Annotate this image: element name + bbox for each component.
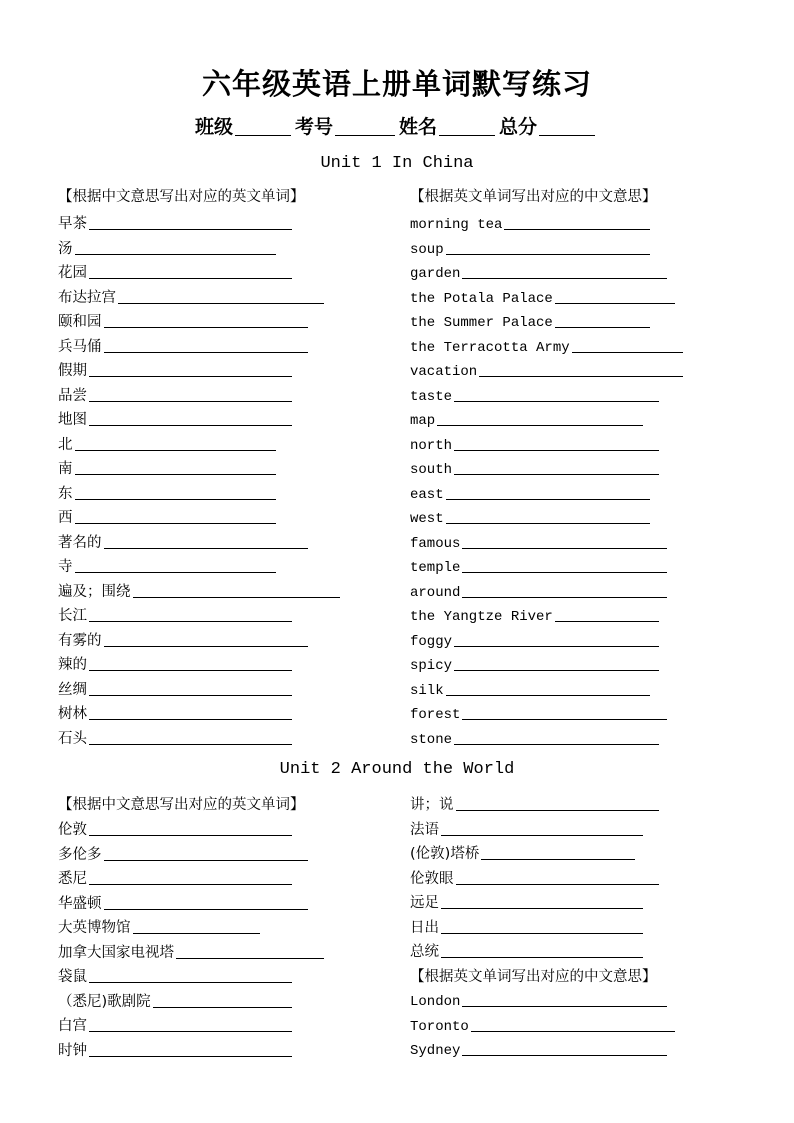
unit-1-cn-answer-blank[interactable]	[89, 277, 292, 279]
unit-1-cn-row	[58, 628, 308, 650]
unit-1-en-row	[410, 407, 643, 429]
unit-1-cn-answer-blank[interactable]	[89, 620, 292, 622]
unit-1-en-answer-blank[interactable]	[446, 694, 650, 696]
unit-1-cn-answer-blank[interactable]	[118, 302, 324, 304]
unit-2-right-cn-row	[410, 890, 643, 912]
unit-1-en-answer-blank[interactable]	[462, 277, 667, 279]
unit-1-en-answer-blank[interactable]	[454, 400, 659, 402]
unit-1-en-answer-blank[interactable]	[446, 498, 650, 500]
unit-1-cn-word: 辣的	[58, 657, 87, 673]
unit-1-cn-word: 长江	[58, 608, 87, 624]
unit-1-en-word: famous	[410, 535, 461, 552]
unit-1-cn-answer-blank[interactable]	[89, 424, 292, 426]
score-label: 总分	[499, 116, 538, 138]
unit-2-right-cn-row	[410, 841, 635, 863]
unit-1-en-row	[410, 285, 675, 307]
unit-2-en-row	[410, 1013, 675, 1035]
unit-1-cn-row	[58, 358, 292, 380]
unit-1-cn-word: 有雾的	[58, 632, 102, 649]
unit-1-en-row	[410, 383, 659, 405]
unit-1-en-answer-blank[interactable]	[454, 743, 659, 745]
unit-1-en-row	[410, 652, 659, 674]
unit-1-en-word: the Potala Palace	[410, 290, 553, 307]
unit-2-right-cn-word: 讲；说	[410, 797, 454, 813]
unit-2-cn-answer-blank[interactable]	[89, 883, 292, 885]
unit-1-cn-row	[58, 456, 276, 478]
unit-1-en-word: temple	[410, 560, 461, 576]
unit-1-en-row	[410, 628, 659, 650]
unit-1-cn-row	[58, 260, 292, 282]
unit-2-cn-row	[58, 817, 292, 839]
unit-2-right-cn-row	[410, 939, 643, 961]
unit-1-cn-word: 汤	[58, 240, 73, 257]
unit-2-right-cn-word: 伦敦眼	[410, 870, 454, 887]
unit-2-en-row	[410, 988, 667, 1010]
unit-2-cn-row	[58, 1013, 292, 1035]
unit-1-en-word: morning tea	[410, 217, 503, 233]
unit-1-en-answer-blank[interactable]	[454, 473, 659, 475]
unit-1-cn-row	[58, 701, 292, 723]
unit-2-right-heading: 【根据英文单词写出对应的中文意思】	[410, 968, 657, 985]
unit-1-cn-word: 石头	[58, 730, 87, 747]
unit-1-en-word: taste	[410, 388, 453, 405]
unit-2-en-answer-blank[interactable]	[471, 1030, 675, 1032]
unit-1-cn-row	[58, 579, 340, 601]
unit-1-cn-word: 南	[58, 461, 73, 477]
unit-1-cn-answer-blank[interactable]	[104, 645, 309, 647]
unit-2-right-cn-answer-blank[interactable]	[481, 858, 635, 860]
unit-1-cn-row	[58, 652, 292, 674]
unit-2-en-word: Toronto	[410, 1018, 469, 1035]
unit-1-cn-row	[58, 383, 292, 405]
unit-1-en-row	[410, 481, 650, 503]
unit-2-cn-word: 伦敦	[58, 822, 87, 838]
unit-2-cn-answer-blank[interactable]	[104, 908, 309, 910]
unit-2-cn-word: 加拿大国家电视塔	[58, 944, 174, 961]
unit-2-cn-row	[58, 915, 260, 937]
unit-2-en-word: London	[410, 994, 461, 1010]
unit-1-cn-word: 丝绸	[58, 681, 87, 698]
unit-1-cn-row	[58, 285, 324, 307]
unit-1-cn-word: 品尝	[58, 387, 87, 404]
unit-2-cn-row	[58, 940, 324, 962]
unit-1-en-row	[410, 554, 667, 576]
unit-2-right-cn-word: 远足	[410, 895, 439, 911]
unit-1-cn-answer-blank[interactable]	[89, 375, 292, 377]
unit-1-en-row	[410, 505, 650, 527]
unit-1-cn-answer-blank[interactable]	[75, 571, 277, 573]
unit-2-right-cn-word: 日出	[410, 919, 439, 936]
unit-1-cn-word: 颐和园	[58, 314, 102, 330]
unit-1-cn-word: 花园	[58, 265, 87, 281]
unit-2-cn-row	[58, 891, 308, 913]
unit-1-en-answer-blank[interactable]	[454, 645, 659, 647]
unit-2-en-answer-blank[interactable]	[462, 1005, 667, 1007]
unit-1-en-row	[410, 432, 659, 454]
unit-1-en-word: silk	[410, 682, 444, 699]
name-blank[interactable]	[439, 134, 495, 136]
unit-2-cn-answer-blank[interactable]	[104, 859, 309, 861]
unit-1-en-row	[410, 603, 659, 625]
unit-1-cn-row	[58, 334, 308, 356]
unit-1-cn-row	[58, 603, 292, 625]
page-title: 六年级英语上册单词默写练习	[201, 67, 592, 101]
unit-2-right-cn-word: 总统	[410, 944, 439, 960]
unit-2-en-answer-blank[interactable]	[462, 1054, 667, 1056]
unit-2-cn-answer-blank[interactable]	[176, 957, 324, 959]
unit-1-en-row	[410, 579, 667, 601]
unit-2-right-cn-word: 法语	[410, 821, 439, 838]
unit-1-en-word: map	[410, 413, 436, 429]
unit-2-cn-row	[58, 866, 292, 888]
unit-1-en-row	[410, 530, 667, 552]
unit-2-cn-word: 悉尼	[58, 871, 87, 887]
unit-2-cn-row	[58, 842, 308, 864]
unit-2-cn-word: 华盛顿	[58, 895, 102, 912]
unit-2-right-cn-answer-blank[interactable]	[456, 809, 660, 811]
unit-1-cn-word: 遍及；围绕	[58, 583, 131, 600]
unit-1-en-word: south	[410, 462, 453, 478]
unit-1-en-word: around	[410, 584, 461, 601]
unit-2-cn-row	[58, 1038, 292, 1060]
unit-1-cn-word: 树林	[58, 706, 87, 722]
unit-1-cn-answer-blank[interactable]	[89, 228, 292, 230]
unit-1-cn-answer-blank[interactable]	[75, 498, 277, 500]
unit-2-en-row	[410, 1037, 667, 1059]
unit-2-left-heading: 【根据中文意思写出对应的英文单词】	[58, 797, 305, 813]
unit-1-en-row	[410, 211, 650, 233]
unit-1-en-row	[410, 236, 650, 258]
unit-1-cn-answer-blank[interactable]	[89, 694, 292, 696]
unit-1-en-answer-blank[interactable]	[446, 253, 650, 255]
unit-1-en-answer-blank[interactable]	[462, 718, 667, 720]
unit-1-en-answer-blank[interactable]	[555, 326, 650, 328]
unit-1-en-row	[410, 701, 667, 723]
unit-1-en-word: the Yangtze River	[410, 609, 553, 625]
unit-1-cn-row	[58, 505, 276, 527]
unit-1-cn-word: 寺	[58, 559, 73, 575]
unit-1-cn-row	[58, 309, 308, 331]
unit-1-cn-answer-blank[interactable]	[89, 400, 292, 402]
unit-1-en-row	[410, 334, 683, 356]
unit-2-cn-row	[58, 989, 292, 1011]
unit-1-cn-row	[58, 432, 276, 454]
unit-2-right-cn-row	[410, 866, 659, 888]
unit-1-cn-answer-blank[interactable]	[104, 326, 309, 328]
unit-1-en-answer-blank[interactable]	[572, 351, 683, 353]
unit-1-cn-answer-blank[interactable]	[89, 718, 292, 720]
unit-1-left-heading: 【根据中文意思写出对应的英文单词】	[58, 189, 305, 205]
unit-2-cn-answer-blank[interactable]	[133, 932, 261, 934]
unit-2-cn-row	[58, 964, 292, 986]
unit-1-cn-word: 西	[58, 510, 73, 526]
unit-1-cn-word: 早茶	[58, 216, 87, 232]
unit-1-cn-row	[58, 407, 292, 429]
unit-1-cn-row	[58, 481, 276, 503]
unit-1-cn-row	[58, 236, 276, 258]
unit-2-right-cn-answer-blank[interactable]	[441, 932, 643, 934]
unit-1-cn-answer-blank[interactable]	[133, 596, 341, 598]
unit-2-cn-word: 多伦多	[58, 846, 102, 863]
unit-1-en-word: east	[410, 486, 444, 503]
unit-1-en-answer-blank[interactable]	[555, 302, 675, 304]
unit-2-cn-word: 大英博物馆	[58, 920, 131, 936]
unit-1-en-row	[410, 456, 659, 478]
unit-1-en-word: west	[410, 511, 444, 527]
unit-1-cn-answer-blank[interactable]	[75, 253, 277, 255]
unit-1-en-answer-blank[interactable]	[555, 620, 659, 622]
unit-1-cn-answer-blank[interactable]	[75, 449, 277, 451]
unit-2-en-word: Sydney	[410, 1043, 461, 1059]
unit-2-cn-word: 时钟	[58, 1042, 87, 1059]
unit-1-en-row	[410, 309, 650, 331]
name-label: 姓名	[399, 116, 438, 138]
unit-1-en-word: foggy	[410, 633, 453, 650]
unit-1-en-word: north	[410, 437, 453, 454]
unit-1-en-word: soup	[410, 241, 444, 258]
unit-2-right-cn-word: (伦敦)塔桥	[410, 846, 480, 862]
unit-1-en-answer-blank[interactable]	[454, 669, 659, 671]
unit-2-right-cn-row	[410, 915, 643, 937]
unit-1-cn-word: 著名的	[58, 534, 102, 551]
unit-1-cn-row	[58, 211, 292, 233]
unit-2-right-cn-row	[410, 792, 659, 814]
exam-no-label: 考号	[294, 116, 333, 138]
unit-1-cn-row	[58, 726, 292, 748]
unit-1-en-word: garden	[410, 266, 461, 282]
unit-2-cn-word: 袋鼠	[58, 969, 87, 985]
unit-1-cn-answer-blank[interactable]	[89, 743, 292, 745]
unit-1-right-heading: 【根据英文单词写出对应的中文意思】	[410, 189, 657, 205]
unit-1-en-row	[410, 726, 659, 748]
unit-1-cn-row	[58, 530, 308, 552]
score-blank[interactable]	[539, 134, 595, 136]
unit-2-cn-word: 白宫	[58, 1018, 87, 1034]
unit-2-cn-answer-blank[interactable]	[89, 981, 292, 983]
unit-2-right-cn-answer-blank[interactable]	[441, 834, 643, 836]
unit-2-title: Unit 2 Around the World	[279, 760, 515, 779]
class-blank[interactable]	[235, 134, 291, 136]
unit-1-en-word: spicy	[410, 658, 453, 674]
class-label: 班级	[194, 116, 233, 138]
unit-1-en-row	[410, 358, 683, 380]
unit-1-cn-answer-blank[interactable]	[75, 473, 277, 475]
student-info-line	[0, 112, 794, 139]
exam-no-blank[interactable]	[335, 134, 395, 136]
unit-1-cn-row	[58, 554, 276, 576]
unit-1-cn-word: 兵马俑	[58, 338, 102, 355]
unit-1-en-row	[410, 677, 650, 699]
unit-2-right-cn-answer-blank[interactable]	[441, 956, 643, 958]
unit-2-right-cn-row	[410, 817, 643, 839]
unit-1-cn-answer-blank[interactable]	[104, 351, 309, 353]
unit-1-cn-word: 假期	[58, 363, 87, 379]
unit-2-cn-answer-blank[interactable]	[89, 1055, 292, 1057]
unit-1-cn-word: 布达拉宫	[58, 289, 116, 306]
unit-1-en-answer-blank[interactable]	[462, 547, 667, 549]
unit-1-en-answer-blank[interactable]	[437, 424, 643, 426]
unit-1-cn-word: 北	[58, 436, 73, 453]
unit-1-en-word: forest	[410, 707, 461, 723]
unit-1-en-answer-blank[interactable]	[462, 596, 667, 598]
unit-1-cn-word: 东	[58, 485, 73, 502]
unit-1-en-word: the Summer Palace	[410, 315, 553, 331]
unit-1-cn-answer-blank[interactable]	[104, 547, 309, 549]
unit-2-cn-answer-blank[interactable]	[89, 1030, 292, 1032]
unit-2-cn-answer-blank[interactable]	[89, 834, 292, 836]
unit-1-cn-word: 地图	[58, 412, 87, 428]
unit-1-en-word: vacation	[410, 364, 478, 380]
unit-2-cn-answer-blank[interactable]	[153, 1006, 292, 1008]
unit-1-en-answer-blank[interactable]	[462, 571, 667, 573]
unit-2-cn-word: （悉尼)歌剧院	[58, 993, 151, 1010]
unit-1-en-answer-blank[interactable]	[454, 449, 659, 451]
unit-1-en-answer-blank[interactable]	[479, 375, 683, 377]
unit-1-cn-row	[58, 677, 292, 699]
unit-2-right-cn-answer-blank[interactable]	[441, 907, 643, 909]
unit-1-cn-answer-blank[interactable]	[75, 522, 277, 524]
unit-1-en-answer-blank[interactable]	[504, 228, 650, 230]
unit-1-cn-answer-blank[interactable]	[89, 669, 292, 671]
unit-1-en-row	[410, 260, 667, 282]
unit-2-right-cn-answer-blank[interactable]	[456, 883, 660, 885]
unit-1-en-word: the Terracotta Army	[410, 339, 570, 356]
unit-1-title: Unit 1 In China	[320, 154, 474, 173]
unit-1-en-answer-blank[interactable]	[446, 522, 650, 524]
unit-1-en-word: stone	[410, 731, 453, 748]
